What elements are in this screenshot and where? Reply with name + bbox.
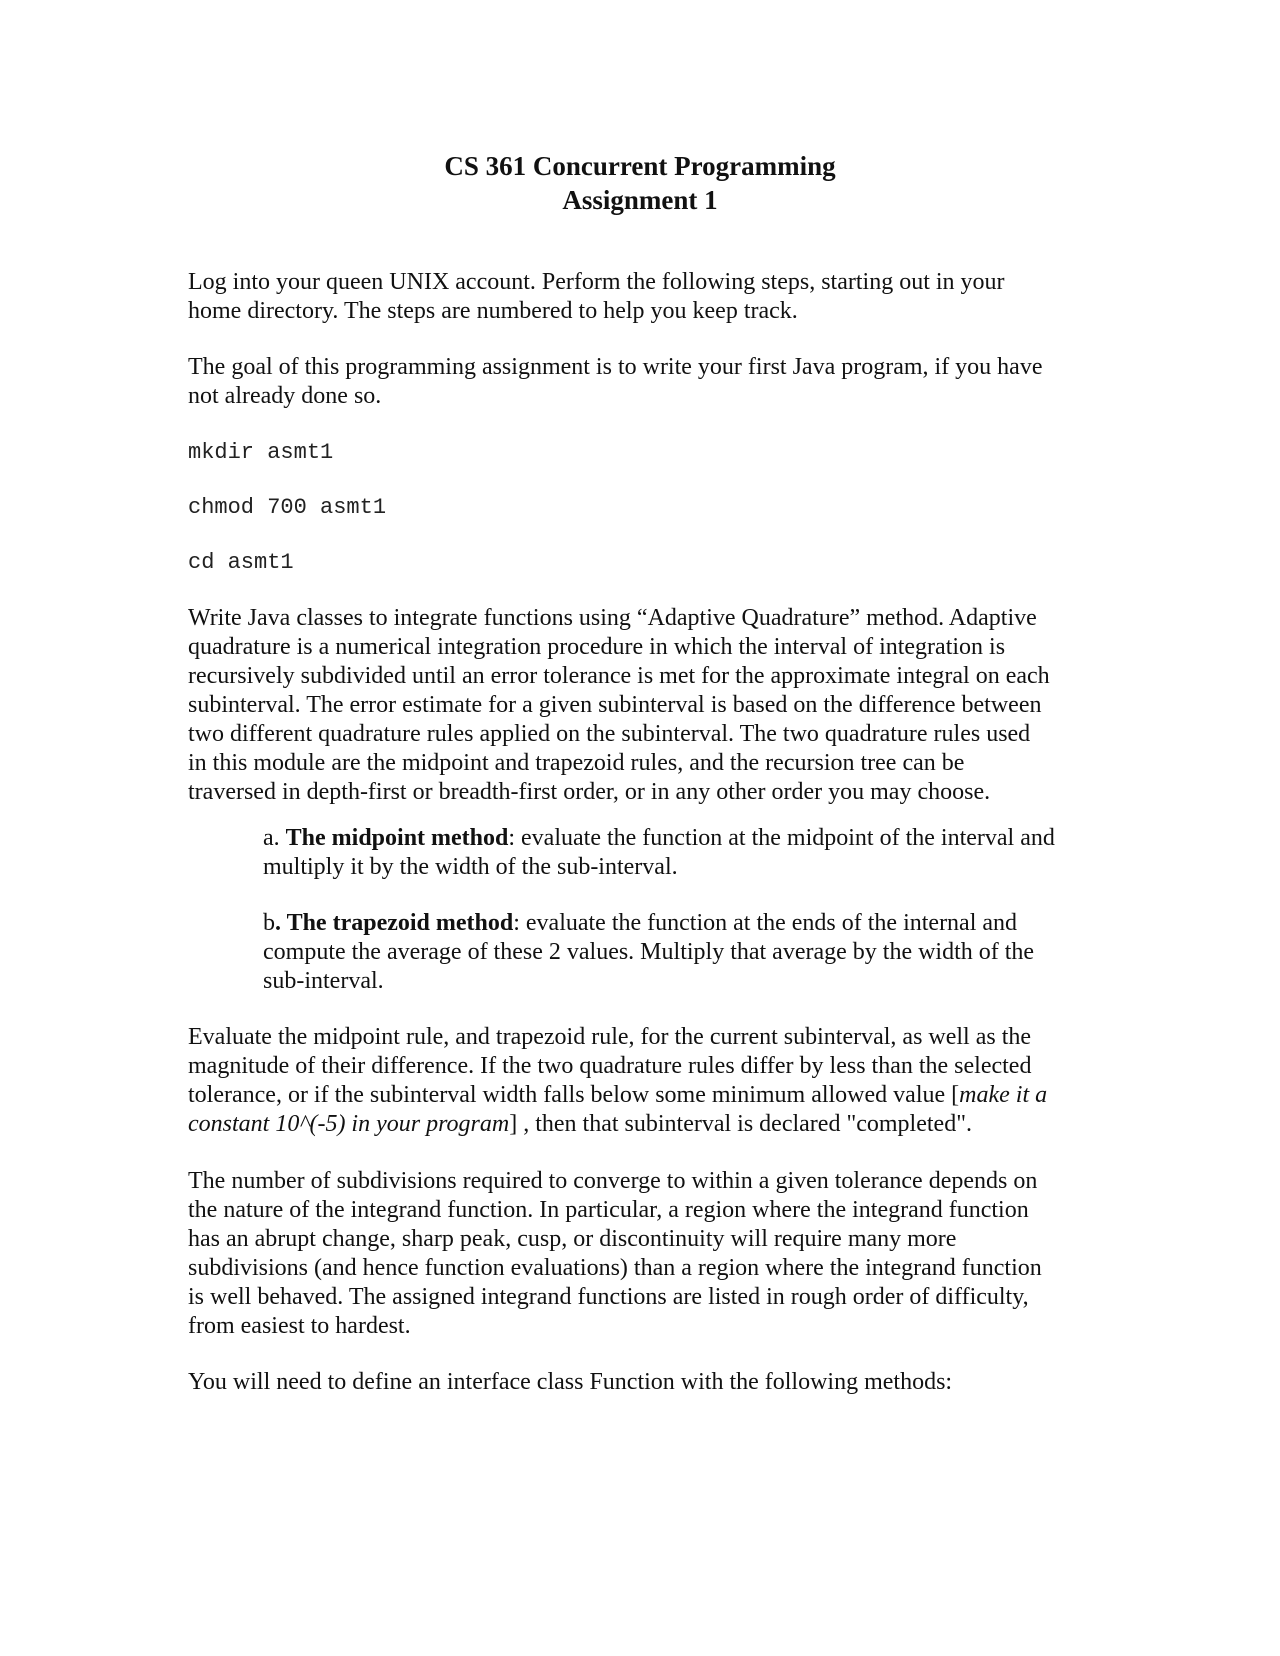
method-item-midpoint: [263, 824, 1103, 882]
method-item-prefix: b: [263, 910, 275, 936]
intro-paragraph-1: Log into your queen UNIX account. Perform the following steps, starting out in your home directory. The steps are numbered to help you keep track.: [188, 269, 1005, 324]
assignment-title: Assignment 1: [562, 185, 718, 215]
command-mkdir: mkdir asmt1: [188, 440, 334, 465]
method-item-trapezoid: [263, 909, 1103, 996]
evaluate-paragraph: [188, 1023, 1096, 1139]
method-item-name: . The trapezoid method: [275, 910, 514, 936]
method-item-name: The midpoint method: [285, 825, 509, 851]
subdivisions-paragraph: The number of subdivisions required to converge to within a given tolerance depends on the nature of the integrand function. In particular, a region where the integrand function has an abrupt change, sharp peak, cusp, or discontinuity will require many more subdivisions (and hence function evaluations) than a region where the integrand function is well behaved. The assigned integrand functions are listed in rough order of difficulty, from easiest to hardest.: [188, 1168, 1042, 1339]
command-chmod: chmod 700 asmt1: [188, 495, 387, 520]
command-cd: cd asmt1: [188, 550, 294, 575]
method-item-text: : evaluate the function at the ends of the internal and compute the average of these 2 values. Multiply that average by the width of the sub-interval.: [263, 910, 1035, 994]
method-item-prefix: a.: [263, 825, 286, 851]
course-title: CS 361 Concurrent Programming: [444, 151, 836, 181]
description-paragraph: Write Java classes to integrate functions using “Adaptive Quadrature” method. Adaptive quadrature is a numerical integration procedure in which the interval of integration is recursively subdivided until an error tolerance is met for the approximate integral on each subinterval. The error estimate for a given subinterval is based on the difference between two different quadrature rules applied on the subinterval. The two quadrature rules used in this module are the midpoint and trapezoid rules, and the recursion tree can be traversed in depth-first or breadth-first order, or in any other order you may choose.: [188, 605, 1050, 805]
evaluate-emphasis: make it a constant 10^(-5) in your program: [188, 1082, 1048, 1137]
closing-paragraph: You will need to define an interface class Function with the following methods:: [188, 1369, 953, 1395]
evaluate-text-after: ] , then that subinterval is declared "completed".: [509, 1111, 972, 1137]
method-item-text: : evaluate the function at the midpoint of the interval and multiply it by the width of the sub-interval.: [263, 825, 1055, 880]
intro-paragraph-2: The goal of this programming assignment is to write your first Java program, if you have not already done so.: [188, 354, 1043, 409]
evaluate-text-before: Evaluate the midpoint rule, and trapezoid rule, for the current subinterval, as well as the magnitude of their difference. If the two quadrature rules differ by less than the selected tolerance, or if the subinterval width falls below some minimum allowed value [: [188, 1024, 1032, 1108]
